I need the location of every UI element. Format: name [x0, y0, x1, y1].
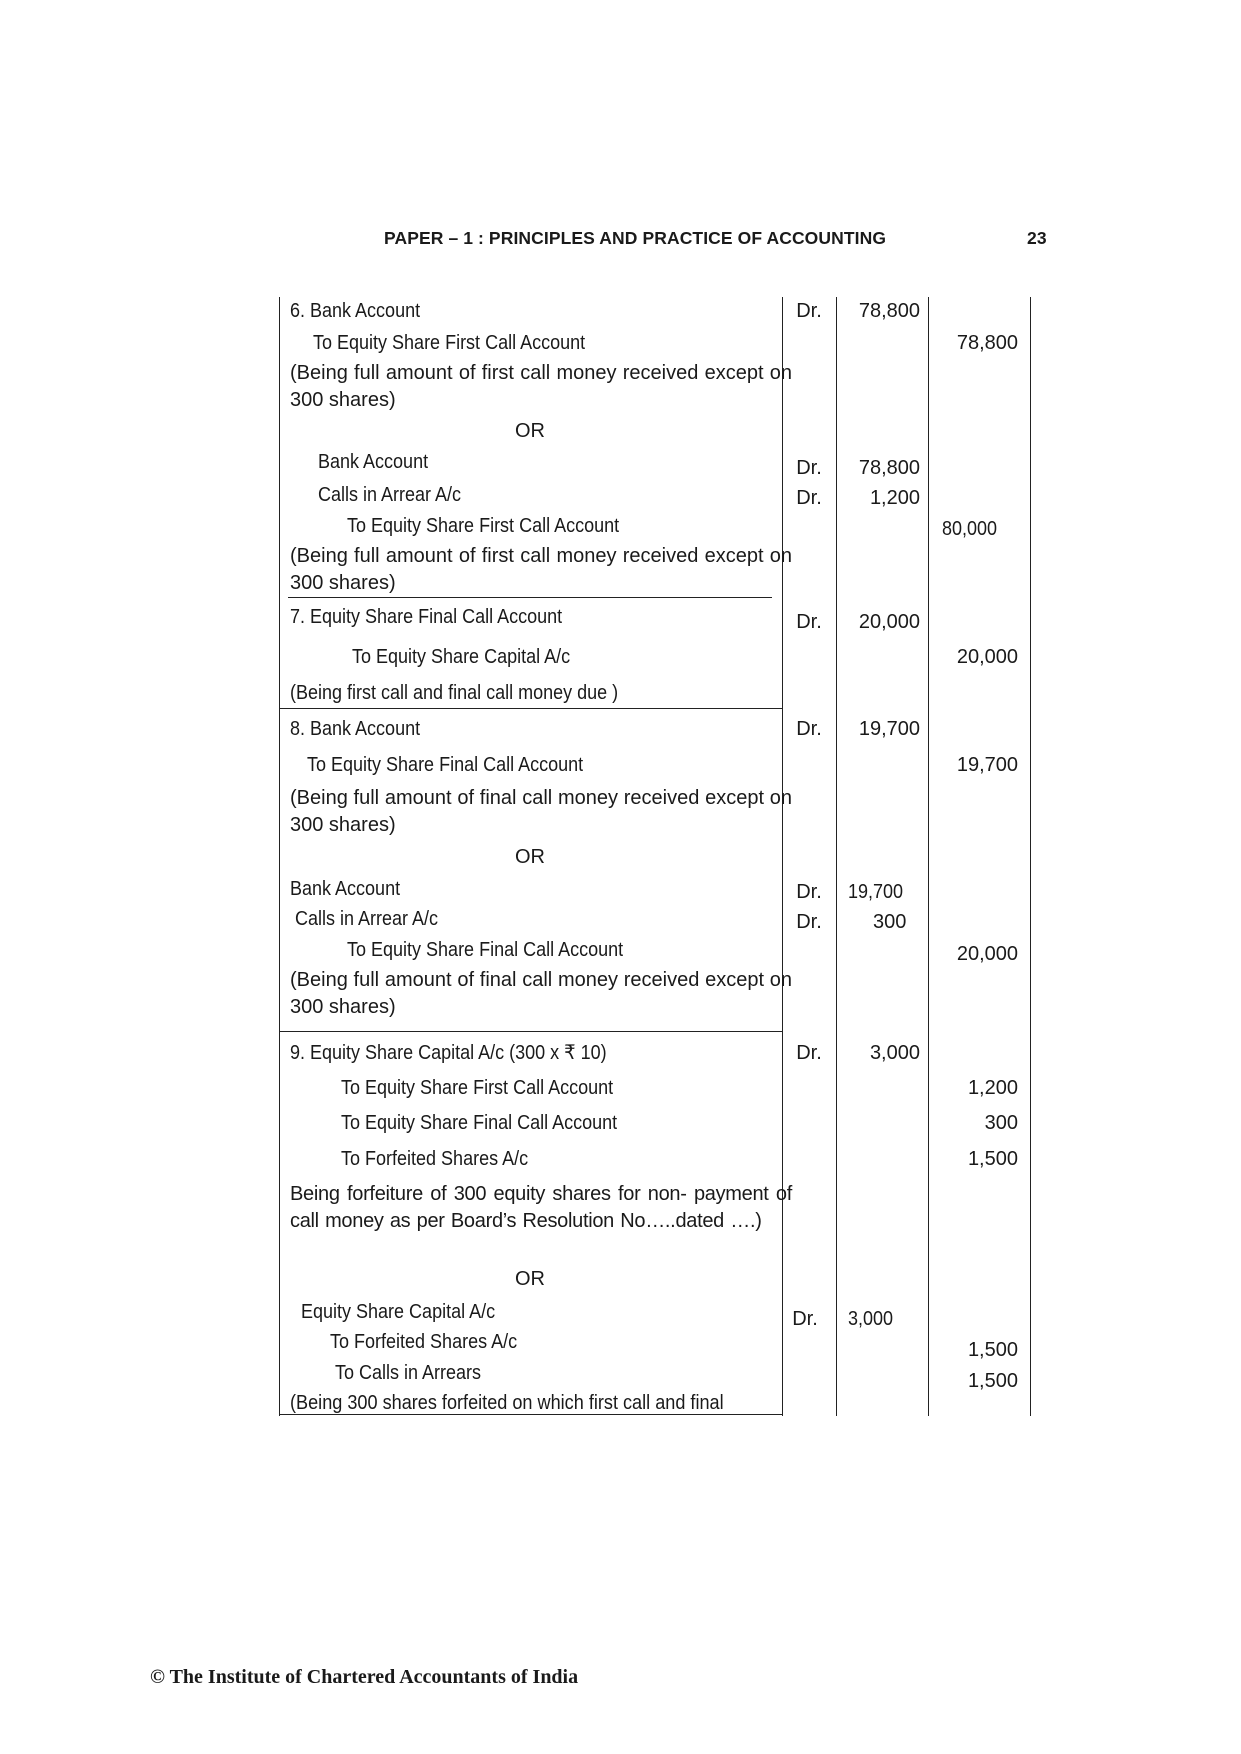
- alt-debit-account: Calls in Arrear A/c: [318, 484, 462, 506]
- dr-marker: Dr.: [796, 300, 822, 322]
- page-title: PAPER – 1 : PRINCIPLES AND PRACTICE OF ACCOUNTING: [384, 228, 887, 248]
- footer-copyright: © The Institute of Chartered Accountants of India: [150, 1666, 579, 1688]
- narration: (Being first call and final call money due ): [290, 682, 619, 704]
- credit-amount: 300: [984, 1112, 1018, 1134]
- column-divider-particulars: [782, 297, 783, 1416]
- debit-amount: 19,700: [848, 881, 904, 903]
- credit-account: To Equity Share First Call Account: [341, 1077, 614, 1099]
- alt-debit-account: Bank Account: [290, 878, 401, 900]
- dr-marker: Dr.: [792, 1308, 818, 1330]
- alt-credit-account: To Calls in Arrears: [335, 1362, 482, 1384]
- credit-amount: 80,000: [942, 518, 998, 540]
- credit-amount: 1,500: [967, 1370, 1018, 1392]
- alt-debit-account: Bank Account: [318, 451, 429, 473]
- debit-account: 6. Bank Account: [290, 300, 421, 322]
- narration: (Being full amount of first call money received except on 300 shares): [290, 362, 792, 411]
- debit-amount: 1,200: [869, 487, 920, 509]
- credit-account: To Forfeited Shares A/c: [341, 1148, 529, 1170]
- debit-amount: 78,800: [858, 457, 920, 479]
- credit-amount: 1,200: [967, 1077, 1018, 1099]
- alt-credit-account: To Equity Share Final Call Account: [347, 939, 624, 961]
- column-divider-debit: [928, 297, 929, 1416]
- credit-amount: 20,000: [956, 943, 1018, 965]
- or-separator: OR: [515, 846, 545, 868]
- dr-marker: Dr.: [796, 881, 822, 903]
- debit-amount: 300: [873, 911, 907, 933]
- credit-account: To Equity Share First Call Account: [313, 332, 586, 354]
- column-divider-dr: [836, 297, 837, 1416]
- dr-marker: Dr.: [796, 911, 822, 933]
- debit-amount: 20,000: [858, 611, 920, 633]
- debit-account: 8. Bank Account: [290, 718, 421, 740]
- alt-debit-account: Equity Share Capital A/c: [301, 1301, 496, 1323]
- debit-amount: 78,800: [858, 300, 920, 322]
- dr-marker: Dr.: [796, 457, 822, 479]
- table-border-right: [1030, 297, 1031, 1416]
- debit-account: 7. Equity Share Final Call Account: [290, 606, 563, 628]
- narration: Being forfeiture of 300 equity shares for non- payment of call money as per Board’s Resolution No…..dated ….): [290, 1183, 792, 1232]
- or-separator: OR: [515, 420, 545, 442]
- credit-amount: 78,800: [956, 332, 1018, 354]
- debit-amount: 3,000: [848, 1308, 894, 1330]
- or-separator: OR: [515, 1268, 545, 1290]
- credit-account: To Equity Share Capital A/c: [352, 646, 571, 668]
- alt-debit-account: Calls in Arrear A/c: [295, 908, 439, 930]
- alt-credit-account: To Equity Share First Call Account: [347, 515, 620, 537]
- narration: (Being full amount of final call money received except on 300 shares): [290, 787, 792, 836]
- credit-amount: 1,500: [967, 1148, 1018, 1170]
- debit-amount: 3,000: [869, 1042, 920, 1064]
- row-divider: [288, 597, 772, 598]
- dr-marker: Dr.: [796, 718, 822, 740]
- narration: (Being 300 shares forfeited on which first call and final: [290, 1392, 724, 1414]
- narration: (Being full amount of final call money received except on 300 shares): [290, 969, 792, 1018]
- alt-credit-account: To Forfeited Shares A/c: [330, 1331, 518, 1353]
- dr-marker: Dr.: [796, 487, 822, 509]
- row-divider: [279, 708, 782, 709]
- dr-marker: Dr.: [796, 1042, 822, 1064]
- debit-account: 9. Equity Share Capital A/c (300 x ₹ 10): [290, 1042, 607, 1064]
- credit-amount: 1,500: [967, 1339, 1018, 1361]
- debit-amount: 19,700: [858, 718, 920, 740]
- row-divider: [279, 1031, 782, 1032]
- credit-amount: 19,700: [956, 754, 1018, 776]
- dr-marker: Dr.: [796, 611, 822, 633]
- credit-amount: 20,000: [956, 646, 1018, 668]
- page-number: 23: [1027, 228, 1047, 248]
- table-border-left: [279, 297, 280, 1416]
- narration: (Being full amount of first call money received except on 300 shares): [290, 545, 792, 594]
- credit-account: To Equity Share Final Call Account: [307, 754, 584, 776]
- credit-account: To Equity Share Final Call Account: [341, 1112, 618, 1134]
